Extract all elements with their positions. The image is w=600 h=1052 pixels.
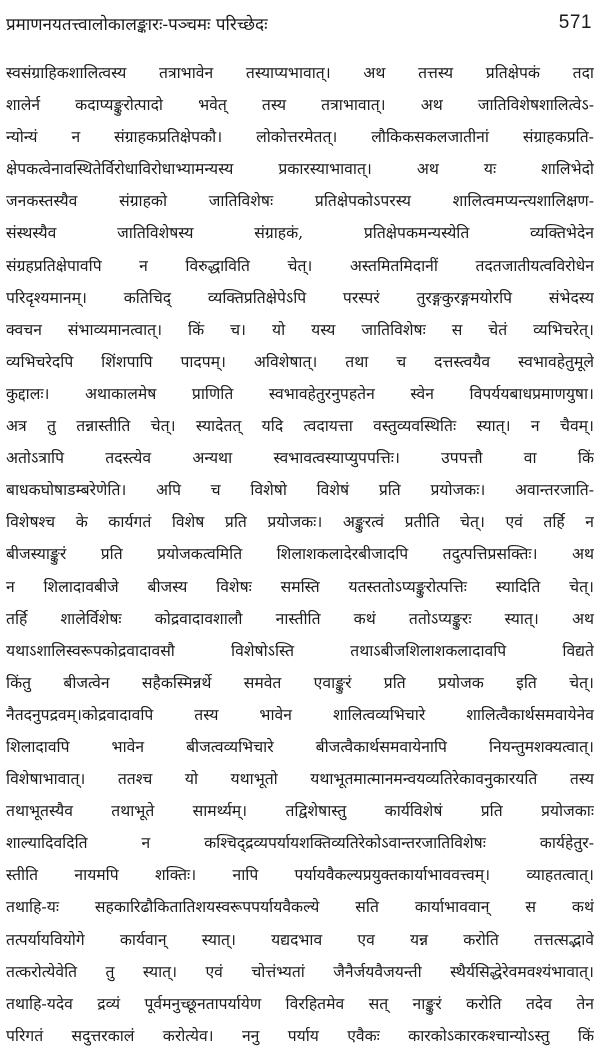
text-line: विशेषाभावात्। ततश्च यो यथाभूतो यथाभूतमात्मानमन्वयव्यतिरेकावनुकारयति तस्य bbox=[6, 769, 594, 789]
text-line: शिलादावपि भावेन बीजत्वव्यभिचारे बीजत्वैकार्थसमवायेनापि नियन्तुमशक्यत्वात्। bbox=[6, 736, 594, 756]
text-line: यथाऽशालिस्वरूपकोद्रवादावसौ विशेषोऽस्ति तथाऽबीजशिलाशकलादावपि विद्यते bbox=[6, 640, 594, 660]
text-line: बाधकघोषाडम्बरेणेति। अपि च विशेषो विशेषं प्रति प्रयोजकः। अवान्तरजाति- bbox=[6, 480, 594, 500]
text-line: तथाहि-यदेव द्रव्यं पूर्वमनुच्छूनतापर्यायेण विरहितमेव सत् नाङ्कुरं करोति तदेव तेन bbox=[6, 993, 594, 1013]
text-line: तर्हि शालेर्विशेषः कोद्रवादावशालौ नास्तीति कथं ततोऽप्यङ्कुरः स्यात्। अथ bbox=[6, 608, 594, 628]
page-header bbox=[6, 6, 592, 40]
text-line: परिगतं सदुत्तरकालं करोत्येव। ननु पर्याय एवैकः कारकोऽकारकश्चान्योऽस्तु किं bbox=[6, 1025, 594, 1045]
text-line: तथाहि-यः सहकारिढौकितातिशयस्वरूपपर्यायवैकल्ये सति कार्याभाववान् स कथं bbox=[6, 897, 594, 917]
text-line: स्तीति नायमपि शक्तिः। नापि पर्यायवैकल्यप्रयुक्तकार्याभाववत्त्वम्। व्याहतत्वात्। bbox=[6, 865, 594, 885]
text-line: बीजस्याङ्कुरं प्रति प्रयोजकत्वमिति शिलाशकलादेरबीजादपि तदुत्पत्तिप्रसक्तिः। अथ bbox=[6, 544, 594, 564]
text-line: संस्थस्यैव जातिविशेषस्य संग्राहकं, प्रतिक्षेपकमन्यस्येति व्यक्तिभेदेन bbox=[6, 223, 594, 243]
text-line: शाल्यादिवदिति न कश्चिद्द्रव्यपर्यायशक्तिव्यतिरेकोऽवान्तरजातिविशेषः कार्यहेतुर- bbox=[6, 833, 594, 853]
text-line: शालेर्न कदाप्यङ्कुरोत्पादो भवेत् तस्य तत्राभावात्। अथ जातिविशेषशालित्वेऽ- bbox=[6, 95, 594, 115]
text-line: क्वचन संभाव्यमानत्वात्। किं च। यो यस्य जातिविशेषः स चेतं व्यभिचरेत्। bbox=[6, 319, 594, 339]
text-line: न शिलादावबीजे बीजस्य विशेषः समस्ति यतस्ततोऽप्यङ्कुरोत्पत्तिः स्यादिति चेत्। bbox=[6, 576, 594, 596]
text-line: क्षेपकत्वेनावस्थितेर्विरोधाविरोधाभ्यामन्यस्य प्रकारस्याभावात्। अथ यः शालिभेदो bbox=[6, 159, 594, 179]
text-line: अत्र तु तन्नास्तीति चेत्। स्यादेतत् यदि त्वदायत्ता वस्तुव्यवस्थितिः स्यात्। न चैवम्। bbox=[6, 416, 594, 436]
text-line: अतोऽत्रापि तदस्त्येव अन्यथा स्वभावत्वस्याप्युपपत्तिः। उपपत्तौ वा किं bbox=[6, 448, 594, 468]
text-line: परिदृश्यमानम्। कतिचिद् व्यक्तिप्रतिक्षेपेऽपि परस्परं तुरङ्गकुरङ्गमयोरपि संभेदस्य bbox=[6, 287, 594, 307]
text-line: व्यभिचरेदपि शिंशपापि पादपम्। अविशेषात्। तथा च दत्तस्त्वयैव स्वभावहेतुमूले bbox=[6, 351, 594, 371]
text-line: स्वसंग्राहिकशालित्वस्य तत्राभावेन तस्याप्यभावात्। अथ तत्तस्य प्रतिक्षेपकं तदा bbox=[6, 63, 594, 82]
text-line: किंतु बीजत्वेन सहैकस्मिन्नर्थे समवेत एवाङ्कुरं प्रति प्रयोजक इति चेत्। bbox=[6, 672, 594, 692]
page-number: 571 bbox=[558, 12, 592, 33]
text-line: कुद्दालः। अथाकालमेष प्राणिति स्वभावहेतुरनुपहतेन स्वेन विपर्ययबाधप्रमाणयुषा। bbox=[6, 383, 594, 403]
running-title: प्रमाणनयतत्त्वालोकालङ्कारः-पञ्चमः परिच्छेदः bbox=[6, 14, 268, 35]
text-line: विशेषश्च के कार्यगतं विशेष प्रति प्रयोजकः। अङ्कुरत्वं प्रतीति चेत्। एवं तर्हि न bbox=[6, 512, 594, 532]
text-line: तत्पर्यायवियोगे कार्यवान् स्यात्। यद्यदभाव एव यन्न करोति तत्तत्सद्भावे bbox=[6, 929, 594, 949]
text-line: तत्करोत्येवेति तु स्यात्। एवं चोत्तंभ्यतां जैनैर्जयवैजयन्ती स्थैर्यसिद्धेरेवमवश्यंभावात्। bbox=[6, 961, 594, 981]
text-line: न्योन्यं न संग्राहकप्रतिक्षेपकौ। लोकोत्तरमेतत्। लौकिकसकलजातीनां संग्राहकप्रति- bbox=[6, 127, 594, 147]
text-line: नैतदनुपद्रवम्।कोद्रवादावपि तस्य भावेन शालित्वव्यभिचारे शालित्वैकार्थसमवायेनेव bbox=[6, 704, 594, 724]
text-line: तथाभूतस्यैव तथाभूते सामर्थ्यम्। तद्विशेषास्तु कार्यविशेषं प्रति प्रयोजकाः bbox=[6, 801, 594, 821]
text-line: जनकस्तस्यैव संग्राहको जातिविशेषः प्रतिक्षेपकोऽपरस्य शालित्वमप्यन्त्यशालिक्षण- bbox=[6, 191, 594, 211]
text-line: संग्रहप्रतिक्षेपावपि न विरुद्धाविति चेत्। अस्तमितमिदानीं तदतजातीयत्वविरोधेन bbox=[6, 255, 594, 275]
body-text bbox=[6, 57, 594, 1052]
